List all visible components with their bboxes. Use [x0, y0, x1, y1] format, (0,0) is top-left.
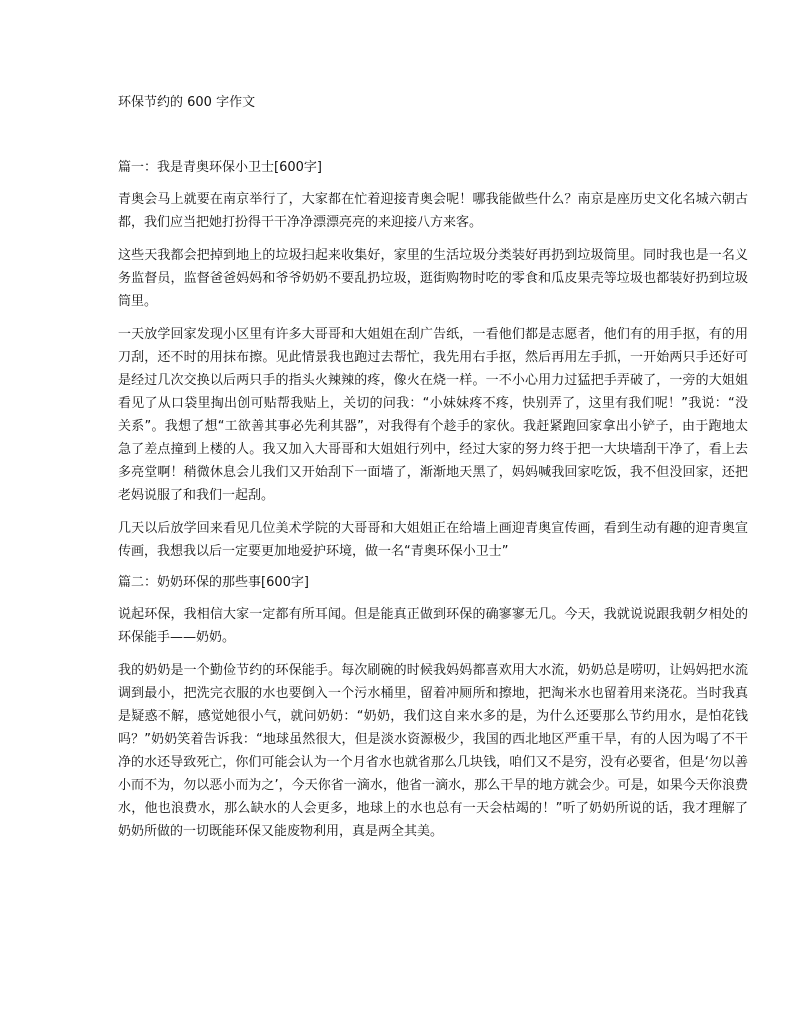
document-title: 环保节约的 600 字作文 — [118, 95, 256, 110]
paragraph: 几天以后放学回来看见几位美术学院的大哥哥和大姐姐正在给墙上画迎青奥宣传画，看到生动有趣的迎青奥宣传画，我想我以后一定要更加地爱护环境，做一名“青奥环保小卫士” — [118, 521, 748, 559]
paragraph: 我的奶奶是一个勤俭节约的环保能手。每次刷碗的时候我妈妈都喜欢用大水流，奶奶总是唠叨，让妈妈把水流调到最小，把洗完衣服的水也要倒入一个污水桶里，留着冲厕所和擦地，把淘米水也留着用来浇花。当时我真是疑惑不解，感觉她很小气，就问奶奶：“奶奶，我们这自来水多的是，为什么还要那么节约用水，是怕花钱吗？”奶奶笑着告诉我：“地球虽然很大，但是淡水资源极少，我国的西北地区严重干旱，有的人因为喝了不干净的水还导致死亡，你们可能会认为一个月省水也就省那么几块钱，咱们又不是穷，没有必要省，但是‘勿以善小而不为，勿以恶小而为之’，今天你省一滴水，他省一滴水，那么干旱的地方就会少。可是，如果今天你浪费水，他也浪费水，那么缺水的人会更多，地球上的水也总有一天会枯竭的！”听了奶奶所说的话，我才理解了奶奶所做的一切既能环保又能废物利用，真是两全其美。 — [118, 663, 748, 839]
paragraph: 一天放学回家发现小区里有许多大哥哥和大姐姐在刮广告纸，一看他们都是志愿者，他们有的用手抠，有的用刀刮，还不时的用抹布擦。见此情景我也跑过去帮忙，我先用右手抠，然后再用左手抓，一开始两只手还好可是经过几次交换以后两只手的指头火辣辣的疼，像火在烧一样。一不小心用力过猛把手弄破了，一旁的大姐姐看见了从口袋里掏出创可贴帮我贴上，关切的问我：“小妹妹疼不疼，快别弄了，这里有我们呢！”我说：“没关系”。我想了想“工欲善其事必先利其器”，对我得有个趁手的家伙。我赶紧跑回家拿出小铲子，由于跑地太急了差点撞到上楼的人。我又加入大哥哥和大姐姐行列中，经过大家的努力终于把一大块墙刮干净了，看上去多亮堂啊！稍微休息会儿我们又开始刮下一面墙了，渐渐地天黑了，妈妈喊我回家吃饭，我不但没回家，还把老妈说服了和我们一起刮。 — [118, 327, 748, 503]
section-heading: 篇二：奶奶环保的那些事[600字] — [118, 575, 309, 590]
paragraph: 青奥会马上就要在南京举行了，大家都在忙着迎接青奥会呢！哪我能做些什么？南京是座历史文化名城六朝古都，我们应当把她打扮得干干净净漂漂亮亮的来迎接八方来客。 — [118, 192, 748, 230]
paragraph: 这些天我都会把掉到地上的垃圾扫起来收集好，家里的生活垃圾分类装好再扔到垃圾筒里。同时我也是一名义务监督员，监督爸爸妈妈和爷爷奶奶不要乱扔垃圾，逛街购物时吃的零食和瓜皮果壳等垃圾也都装好扔到垃圾筒里。 — [118, 248, 748, 309]
essay-section-2 — [118, 573, 748, 843]
essay-section-1 — [118, 158, 748, 563]
paragraph: 说起环保，我相信大家一定都有所耳闻。但是能真正做到环保的确寥寥无几。今天，我就说说跟我朝夕相处的环保能手——奶奶。 — [118, 607, 748, 645]
document-body — [118, 158, 748, 853]
section-heading: 篇一：我是青奥环保小卫士[600字] — [118, 160, 322, 175]
